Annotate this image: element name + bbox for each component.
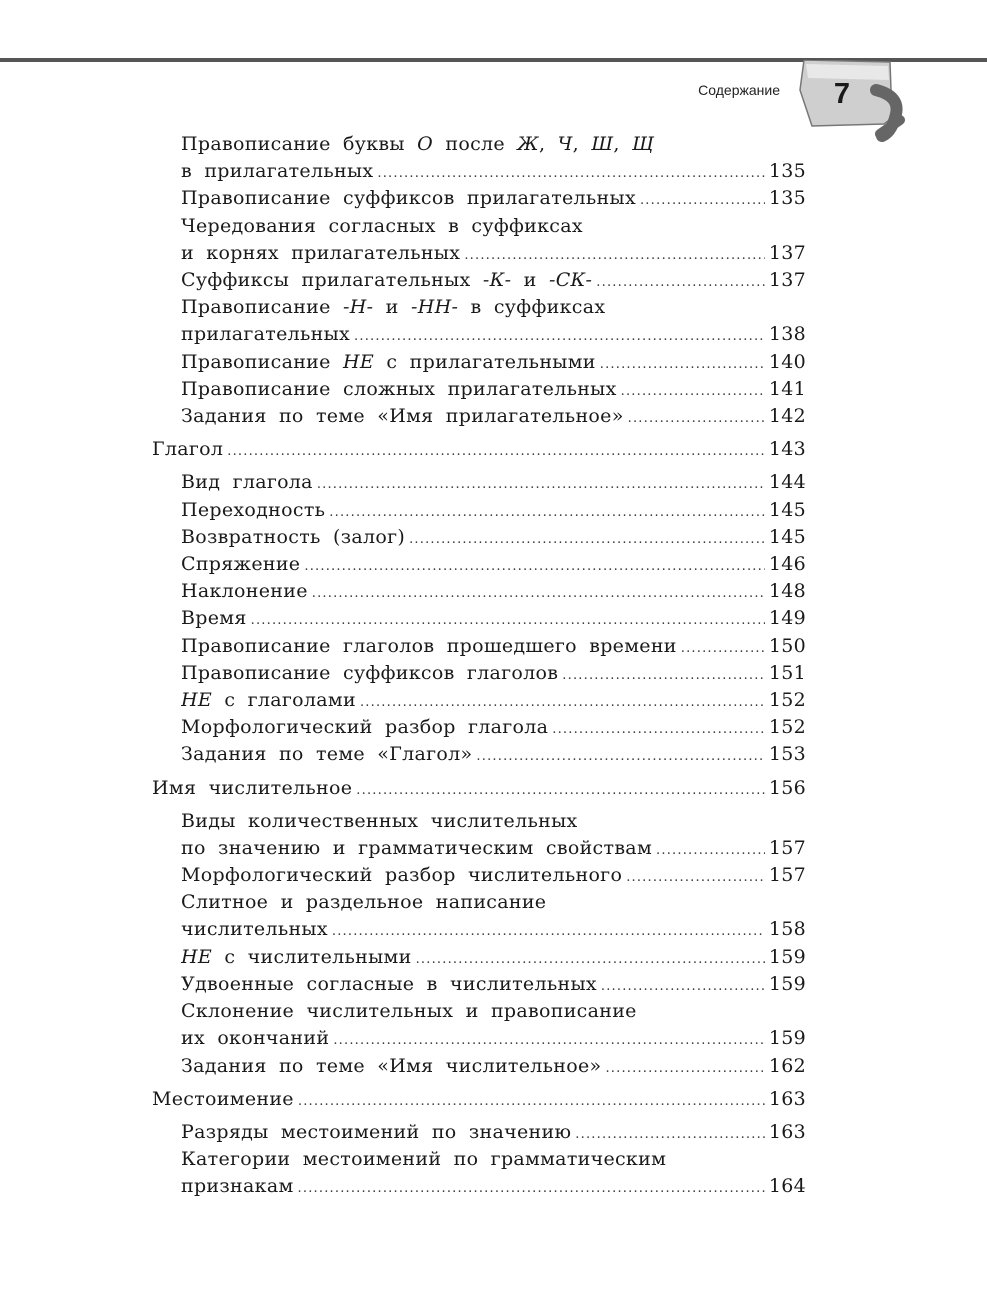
toc-entry [181,294,806,348]
toc-entry [181,497,806,524]
toc-entry [181,660,806,687]
dot-leader [304,553,764,578]
toc-entry [181,403,806,430]
dot-leader [409,526,765,551]
toc-page-number: 159 [768,973,806,995]
toc-entry [181,267,806,294]
dot-leader [332,918,765,943]
toc-entry [181,1146,806,1200]
dot-leader [329,499,765,524]
dot-leader [681,635,765,660]
toc-entry-title: Морфологический разбор числительного [181,864,623,887]
dot-leader [562,662,765,687]
toc-page-number: 163 [768,1087,806,1110]
toc-page-number: 137 [768,241,806,264]
toc-entry [181,808,806,862]
toc-entry-title-line: Категории местоимений по грамматическим [181,1148,667,1171]
dot-leader [628,405,765,430]
toc-entry-title: Время [181,607,247,630]
toc-page-number: 162 [768,1054,806,1077]
toc-entry-title: НЕ с числительными [181,945,412,968]
dot-leader [621,378,765,403]
dot-leader [600,351,765,376]
toc-entry [181,605,806,632]
toc-entry-title-line: Склонение числительных и правописание [181,1000,637,1023]
dot-leader [476,743,764,768]
toc-entry-title: прилагательных [181,323,351,346]
toc-entry-title: Спряжение [181,553,301,575]
dot-leader [601,973,765,998]
toc-entry [181,998,806,1052]
toc-entry [181,131,806,185]
toc-entry-title: Задания по теме «Имя прилагательное» [181,405,624,427]
toc-page-number: 159 [768,945,806,968]
dot-leader [416,946,765,971]
dot-leader [605,1055,764,1080]
toc-entry-title: Правописание НЕ с прилагательными [181,350,596,373]
toc-entry [181,687,806,714]
toc-page-number: 158 [768,918,806,941]
running-title: Содержание [698,82,780,98]
dot-leader [317,471,765,496]
toc-page-number: 146 [768,553,806,575]
toc-entry-title: Правописание суффиксов глаголов [181,661,559,684]
toc-page-number: 143 [768,438,806,461]
toc-entry [181,213,806,267]
toc-page-number: 151 [768,661,806,684]
toc-entry-title: Наклонение [181,580,308,603]
toc-page-number: 145 [768,498,806,521]
toc-page-number: 156 [768,776,806,799]
toc-page-number: 163 [768,1121,806,1143]
toc-page-number: 149 [768,607,806,630]
toc-entry [181,1119,806,1146]
dot-leader [360,689,765,714]
toc-entry-title: Правописание суффиксов прилагательных [181,187,636,210]
toc-entry-title-line: Правописание -Н- и -НН- в суффиксах [181,296,606,319]
toc-entry-title-line: Чередования согласных в суффиксах [181,214,583,237]
dot-leader [312,580,765,605]
toc-entry-title: Глагол [152,438,224,461]
toc-page-number: 148 [768,580,806,603]
dot-leader [227,438,765,463]
toc-entry [181,349,806,376]
dot-leader [333,1027,765,1052]
toc-entry-title: Правописание сложных прилагательных [181,377,617,400]
toc-entry [181,524,806,551]
toc-entry [181,862,806,889]
toc-page-number: 150 [768,634,806,657]
toc-page-number: 135 [768,187,806,210]
page-number: 7 [833,78,851,110]
toc-entry-title: Местоимение [152,1087,294,1110]
toc-page-number: 157 [768,836,806,859]
toc-chapter [152,436,806,463]
dot-leader [626,864,765,889]
toc-entry-title: Правописание глаголов прошедшего времени [181,634,677,657]
dot-leader [377,160,764,185]
toc-entry-title: числительных [181,918,328,941]
toc-entry [181,578,806,605]
toc-page-number: 141 [768,377,806,400]
dot-leader [356,777,765,802]
toc-entry-title: и корнях прилагательных [181,241,461,264]
toc-entry [181,971,806,998]
toc-page-number: 152 [768,689,806,711]
toc-page-number: 164 [768,1175,806,1198]
toc-entry-title: их окончаний [181,1027,330,1050]
toc-entry [181,944,806,971]
toc-entry-title: Возвратность (залог) [181,525,406,548]
toc-page-number: 153 [768,743,806,766]
toc-entry-title: Морфологический разбор глагола [181,716,549,739]
dot-leader [640,187,765,212]
toc-entry [181,469,806,496]
dot-leader [298,1088,765,1113]
toc-entry-title: Имя числительное [152,776,353,799]
toc-entry-title: признакам [181,1175,294,1198]
toc-entry-title-line: Виды количественных числительных [181,809,578,832]
toc-page-number: 140 [768,350,806,373]
toc-entry-title: по значению и грамматическим свойствам [181,836,653,859]
toc-entry-title: Разряды местоимений по значению [181,1121,572,1143]
toc-entry-title-line: Правописание буквы О после Ж, Ч, Ш, Щ [181,133,654,155]
toc-chapter [152,1086,806,1113]
dot-leader [656,837,765,862]
dot-leader [298,1175,765,1200]
toc-entry [181,376,806,403]
toc-entry-title: НЕ с глаголами [181,689,356,711]
dot-leader [575,1121,765,1146]
toc-chapter [152,775,806,802]
toc-entry [181,1053,806,1080]
toc-entry [181,551,806,578]
toc-page-number: 159 [768,1027,806,1050]
toc-entry [181,741,806,768]
toc-entry-title: Удвоенные согласные в числительных [181,973,597,995]
toc-entry-title: Задания по теме «Имя числительное» [181,1054,602,1077]
toc-entry-title-line: Слитное и раздельное написание [181,891,547,914]
toc-page-number: 137 [768,269,806,291]
dot-leader [596,269,765,294]
dot-leader [464,242,765,267]
toc-entry-title: в прилагательных [181,160,374,182]
toc-entry-title: Задания по теме «Глагол» [181,743,473,766]
toc-page-number: 135 [768,160,806,182]
toc-page-number: 145 [768,525,806,548]
toc-entry [181,889,806,943]
toc-entry-title: Суффиксы прилагательных -К- и -СК- [181,269,593,291]
toc-page-number: 152 [768,716,806,739]
dot-leader [251,607,765,632]
toc-page-number: 144 [768,471,806,494]
toc-entry-title: Переходность [181,498,326,521]
toc-entry [181,714,806,741]
toc-page-number: 157 [768,864,806,887]
toc-entry-title: Вид глагола [181,471,313,494]
toc-entry [181,633,806,660]
toc-entry [181,185,806,212]
dot-leader [552,716,765,741]
dot-leader [354,323,765,348]
toc-page-number: 142 [768,405,806,427]
toc-page-number: 138 [768,323,806,346]
